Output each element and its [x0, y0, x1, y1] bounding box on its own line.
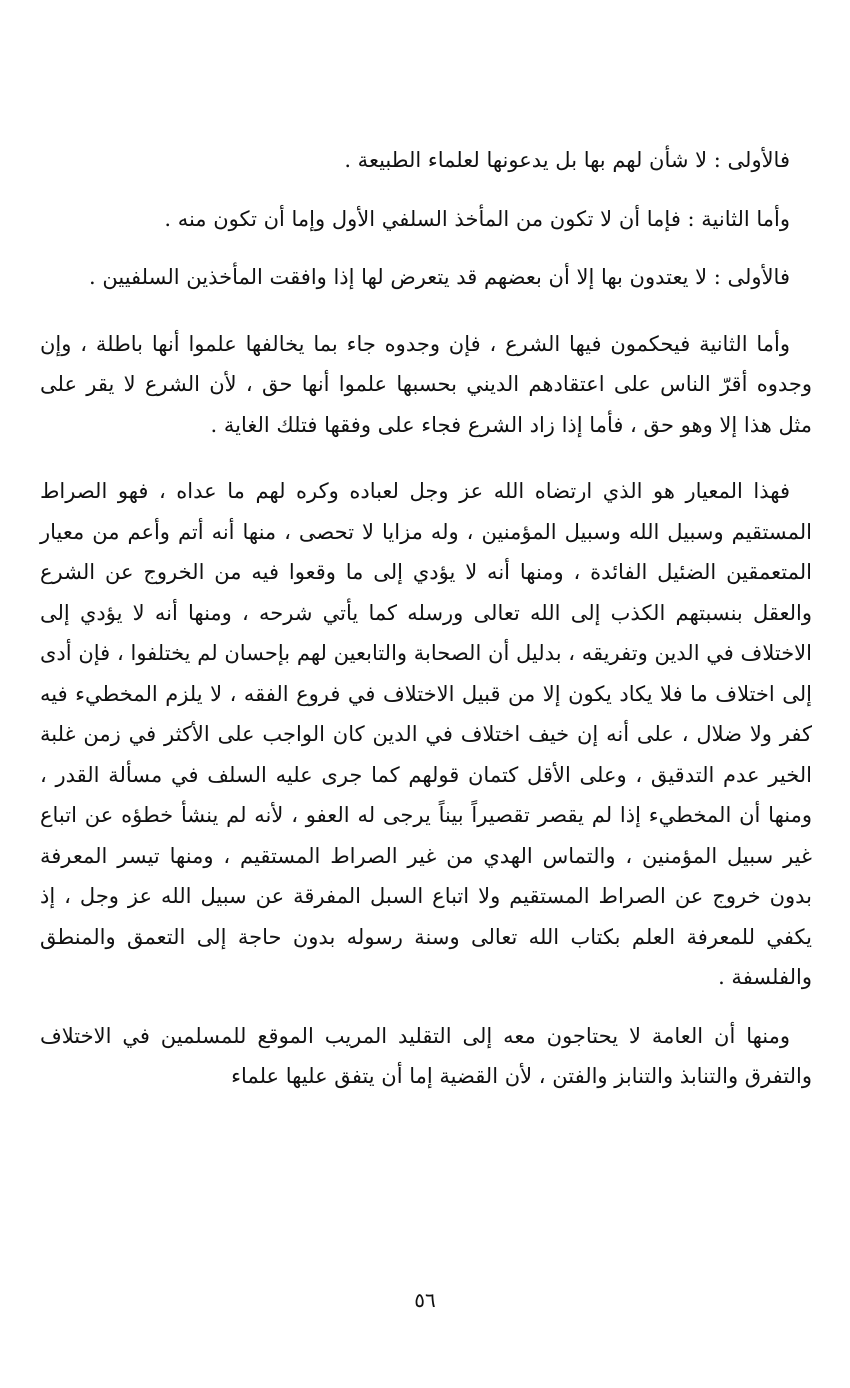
paragraph-2: وأما الثانية : فإما أن لا تكون من المأخذ السلفي الأول وإما أن تكون منه . [164, 206, 790, 231]
paragraph-3: فالأولى : لا يعتدون بها إلا أن بعضهم قد يتعرض لها إذا وافقت المأخذين السلفيين . [89, 265, 790, 289]
page-body [40, 140, 812, 1097]
paragraph-6: ومنها أن العامة لا يحتاجون معه إلى التقليد المريب الموقع للمسلمين في الاختلاف والتفرق والتنابذ والتنابز والفتن ، لأن القضية إما أن يتفق عليها علماء [40, 1023, 812, 1088]
paragraph-5: فهذا المعيار هو الذي ارتضاه الله عز وجل لعباده وكره لهم ما عداه ، فهو الصراط المستقيم وسبيل الله وسبيل المؤمنين ، وله مزايا لا تحصى ، منها أنه أتم وأعم من معيار المتعمقين الضئيل الفائدة ، ومنها أنه لا يؤدي إلى ما وقعوا فيه من الخروج عن الشرع والعقل بنسبتهم الكذب إلى الله تعالى ورسله كما يأتي شرحه ، ومنها أنه لا يؤدي إلى الاختلاف في الدين وتفريقه ، بدليل أن الصحابة والتابعين لهم بإحسان لم يختلفوا ، فإن أدى إلى اختلاف ما فلا يكاد يكون إلا من قبيل الاختلاف في فروع الفقه ، لا يلزم المخطيء فيه كفر ولا ضلال ، على أنه إن خيف اختلاف في الدين كان الواجب على الأكثر في زمن غلبة الخير عدم التدقيق ، وعلى الأقل كتمان قولهم كما جرى عليه السلف في مسألة القدر ، ومنها أن المخطيء إذا لم يقصر تقصيراً بيناً يرجى له العفو ، لأنه لم ينشأ خطؤه عن اتباع غير سبيل المؤمنين ، والتماس الهدي من غير الصراط المستقيم ، ومنها تيسر المعرفة بدون خروج عن الصراط المستقيم ولا اتباع السبل المفرقة عن سبيل الله عز وجل ، إذ يكفي للمعرفة العلم بكتاب الله تعالى وسنة رسوله بدون حاجة إلى التعمق والمنطق والفلسفة . [40, 479, 812, 989]
paragraph-1: فالأولى : لا شأن لهم بها بل يدعونها لعلماء الطبيعة . [344, 148, 790, 172]
paragraph-4: وأما الثانية فيحكمون فيها الشرع ، فإن وجدوه جاء بما يخالفها علموا أنها باطلة ، وإن وجدوه أقرّ الناس على اعتقادهم الديني بحسبها علموا أنها حق ، لأن الشرع لا يقر على مثل هذا إلا وهو حق ، فأما إذا زاد الشرع فجاء على وفقها فتلك الغاية . [40, 331, 812, 437]
page-number: ٥٦ [414, 1288, 436, 1312]
